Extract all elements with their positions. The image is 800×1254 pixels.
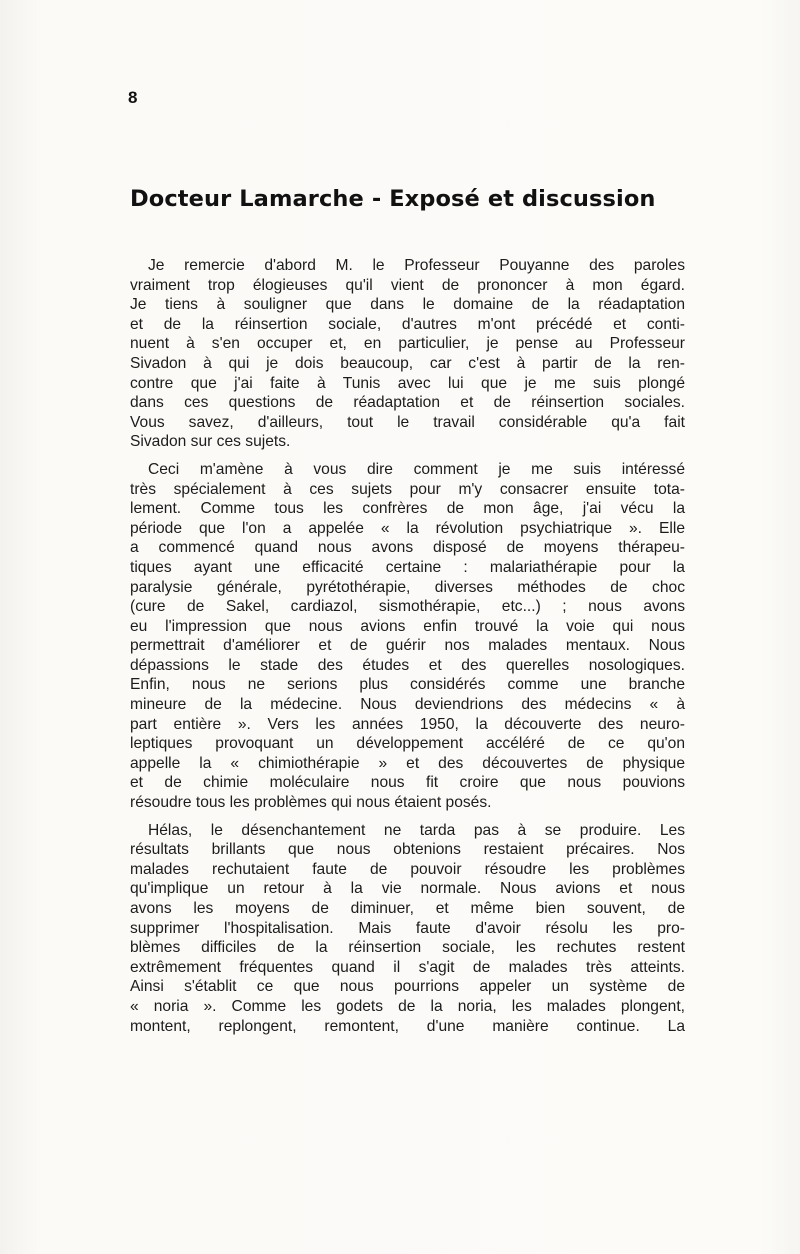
text-line: permettrait d'améliorer et de guérir nos malades mentaux. Nous (130, 637, 685, 655)
body-text (130, 256, 685, 1044)
text-line: lement. Comme tous les confrères de mon âge, j'ai vécu la (130, 500, 685, 518)
text-line: très spécialement à ces sujets pour m'y consacrer ensuite tota- (130, 480, 685, 498)
paragraph-1 (130, 256, 685, 452)
text-line: dépassions le stade des études et des querelles nosologiques. (130, 656, 685, 674)
text-line: Ceci m'amène à vous dire comment je me suis intéressé (148, 460, 685, 478)
text-line: dans ces questions de réadaptation et de réinsertion sociales. (130, 394, 685, 412)
text-line: Sivadon sur ces sujets. (130, 433, 291, 451)
text-line: montent, replongent, remontent, d'une manière continue. La (130, 1017, 685, 1035)
text-line: nuent à s'en occuper et, en particulier, je pense au Professeur (130, 335, 685, 353)
text-line: « noria ». Comme les godets de la noria, les malades plongent, (130, 997, 685, 1015)
text-line: Ainsi s'établit ce que nous pourrions appeler un système de (130, 978, 685, 996)
text-line: blèmes difficiles de la réinsertion sociale, les rechutes restent (130, 939, 685, 957)
text-line: vraiment trop élogieuses qu'il vient de prononcer à mon égard. (130, 276, 685, 294)
text-line: et de la réinsertion sociale, d'autres m'ont précédé et conti- (130, 315, 685, 333)
text-line: et de chimie moléculaire nous fit croire que nous pouvions (130, 774, 685, 792)
text-line: Je tiens à souligner que dans le domaine de la réadaptation (130, 296, 685, 314)
section-title: Docteur Lamarche - Exposé et discussion (130, 186, 656, 212)
text-line: a commencé quand nous avons disposé de moyens thérapeu- (130, 539, 685, 557)
text-line: Hélas, le désenchantement ne tarda pas à se produire. Les (148, 821, 685, 839)
text-line: eu l'impression que nous avions enfin trouvé la voie qui nous (130, 617, 685, 635)
text-line: résultats brillants que nous obtenions restaient précaires. Nos (130, 841, 685, 859)
text-line: Enfin, nous ne serions plus considérés comme une branche (130, 676, 685, 694)
text-line: paralysie générale, pyrétothérapie, diverses méthodes de choc (130, 578, 685, 596)
text-line: contre que j'ai faite à Tunis avec lui que je me suis plongé (130, 374, 685, 392)
text-line: supprimer l'hospitalisation. Mais faute d'avoir résolu les pro- (130, 919, 685, 937)
paragraph-3 (130, 821, 685, 1037)
text-line: (cure de Sakel, cardiazol, sismothérapie, etc...) ; nous avons (130, 598, 685, 616)
text-line: mineure de la médecine. Nous deviendrions des médecins « à (130, 696, 685, 714)
text-line: part entière ». Vers les années 1950, la découverte des neuro- (130, 715, 685, 733)
page-number: 8 (128, 88, 138, 107)
text-line: appelle la « chimiothérapie » et des découvertes de physique (130, 754, 685, 772)
text-line: malades rechutaient faute de pouvoir résoudre les problèmes (130, 860, 685, 878)
text-line: extrêmement fréquentes quand il s'agit de malades très atteints. (130, 958, 685, 976)
text-line: résoudre tous les problèmes qui nous étaient posés. (130, 794, 492, 812)
text-line: qu'implique un retour à la vie normale. Nous avions et nous (130, 880, 685, 898)
text-line: Vous savez, d'ailleurs, tout le travail considérable qu'a fait (130, 413, 685, 431)
text-line: Sivadon à qui je dois beaucoup, car c'est à partir de la ren- (130, 354, 685, 372)
text-line: tiques ayant une efficacité certaine : malariathérapie pour la (130, 558, 685, 576)
paragraph-2 (130, 460, 685, 813)
text-line: Je remercie d'abord M. le Professeur Pouyanne des paroles (148, 257, 685, 274)
text-line: leptiques provoquant un développement accéléré de ce qu'on (130, 735, 685, 753)
text-line: avons les moyens de diminuer, et même bien souvent, de (130, 900, 685, 917)
text-line: période que l'on a appelée « la révolution psychiatrique ». Elle (130, 519, 685, 537)
